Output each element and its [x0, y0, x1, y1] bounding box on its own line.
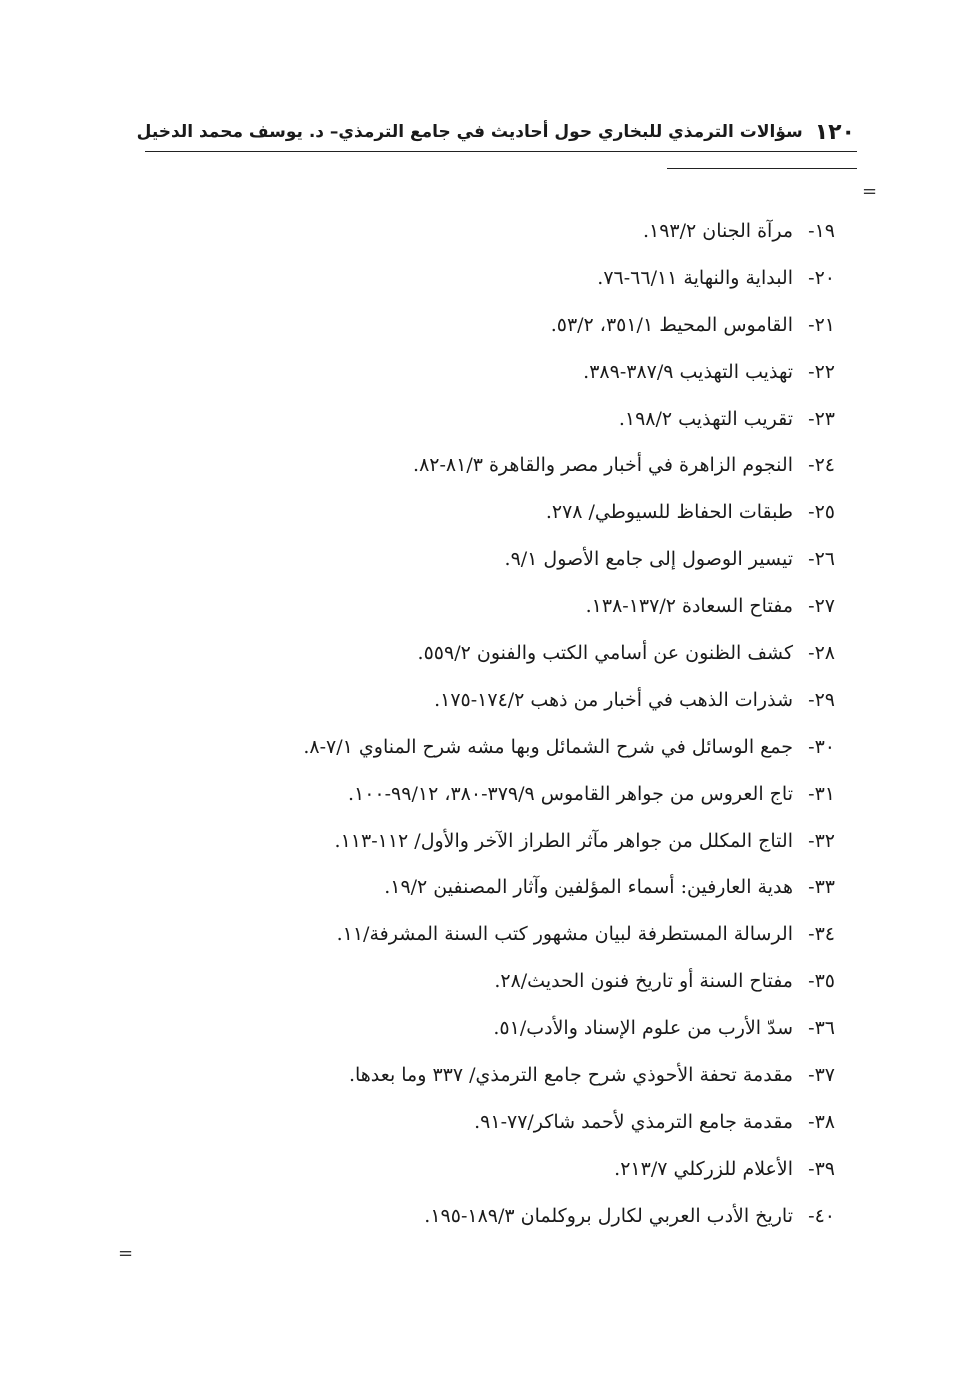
reference-number: ٣٩- [808, 1157, 835, 1180]
reference-number: ٣٥- [808, 970, 835, 993]
reference-item [195, 1052, 835, 1099]
reference-number: ١٩- [808, 220, 835, 242]
reference-text: النجوم الزاهرة في أخبار مصر والقاهرة ٨١/٣-٨٢. [413, 454, 793, 477]
reference-text: تاج العروس من جواهر القاموس ٣٧٩/٩-٣٨٠، ٩٩/١٢-١٠٠. [347, 782, 793, 805]
reference-text: جمع الوسائل في شرح الشمائل وبها مشه شرح المناوي ٧/١-٨. [303, 735, 793, 758]
reference-item [195, 536, 835, 583]
reference-item [195, 255, 835, 302]
reference-number: ٢٣- [808, 407, 835, 430]
reference-number: ٣٤- [808, 923, 835, 946]
reference-item [195, 818, 835, 865]
reference-text: تقريب التهذيب ١٩٨/٢. [618, 407, 793, 430]
reference-number: ٢٦- [808, 548, 835, 571]
reference-number: ٢١- [808, 313, 835, 336]
reference-text: طبقات الحفاظ للسيوطي/ ٢٧٨. [545, 501, 793, 524]
reference-text: الأعلام للزركلي ٢١٣/٧. [614, 1157, 793, 1180]
page-header [136, 112, 855, 152]
reference-text: البداية والنهاية ٦٦/١١-٧٦. [597, 266, 793, 289]
reference-number: ٤٠- [808, 1204, 835, 1227]
reference-number: ٣٣- [808, 876, 835, 899]
reference-item [195, 349, 835, 396]
reference-text: تيسير الوصول إلى جامع الأصول ٩/١. [504, 548, 793, 571]
page-number: ١٢٠ [814, 119, 855, 145]
running-title: سؤالات الترمذي للبخاري حول أحاديث في جامع الترمذي– د. يوسف محمد الدخيل [136, 122, 803, 142]
reference-text: تاريخ الأدب العربي لكارل بروكلمان ١٨٩/٣-١٩٥. [424, 1204, 793, 1227]
reference-number: ٣١- [808, 782, 835, 805]
reference-number: ٢٧- [808, 595, 835, 618]
reference-item [195, 958, 835, 1005]
reference-number: ٣٠- [808, 735, 835, 758]
reference-item [195, 302, 835, 349]
reference-item [195, 583, 835, 630]
reference-item [195, 1005, 835, 1052]
reference-item [195, 771, 835, 818]
reference-number: ٣٧- [808, 1064, 835, 1087]
reference-number: ٢٢- [808, 360, 835, 383]
header-rule [145, 151, 857, 152]
reference-number: ٢٤- [808, 454, 835, 477]
reference-item [195, 442, 835, 489]
reference-number: ٢٠- [808, 266, 835, 289]
continuation-mark-bottom: = [118, 1243, 134, 1264]
reference-text: القاموس المحيط ٣٥١/١، ٥٣/٢. [550, 313, 793, 336]
footnote-rule [667, 168, 857, 169]
reference-number: ٢٨- [808, 642, 835, 665]
reference-number: ٢٥- [808, 501, 835, 524]
reference-text: مفتاح السنة أو تاريخ فنون الحديث/٢٨. [494, 970, 793, 993]
reference-number: ٣٢- [808, 829, 835, 852]
reference-item [195, 864, 835, 911]
reference-text: مرآة الجنان ١٩٣/٢. [642, 220, 793, 242]
reference-list [195, 208, 835, 1240]
reference-number: ٣٦- [808, 1017, 835, 1040]
reference-item [195, 1193, 835, 1240]
reference-text: سدّ الأرب من علوم الإسناد والأدب/٥١. [493, 1017, 793, 1040]
reference-text: كشف الظنون عن أسامي الكتب والفنون ٥٥٩/٢. [417, 642, 793, 665]
reference-text: التاج المكلل من جواهر مآثر الطراز الآخر والأول/ ١١٢-١١٣. [334, 829, 793, 852]
reference-text: مفتاح السعادة ١٣٧/٢-١٣٨. [585, 595, 793, 618]
reference-item [195, 1099, 835, 1146]
reference-text: تهذيب التهذيب ٣٨٧/٩-٣٨٩. [583, 360, 793, 383]
reference-item [195, 1146, 835, 1193]
reference-text: مقدمة جامع الترمذي لأحمد شاكر/٧٧-٩١. [474, 1110, 793, 1133]
reference-number: ٢٩- [808, 688, 835, 711]
reference-text: شذرات الذهب في أخبار من ذهب ١٧٤/٢-١٧٥. [434, 688, 793, 711]
reference-item [195, 396, 835, 443]
reference-item [195, 489, 835, 536]
reference-text: هدية العارفين: أسماء المؤلفين وآثار المصنفين ١٩/٢. [384, 876, 793, 899]
reference-item [195, 208, 835, 255]
reference-text: الرسالة المستطرفة لبيان مشهور كتب السنة المشرفة/١١. [336, 923, 793, 946]
reference-item [195, 911, 835, 958]
reference-text: مقدمة تحفة الأحوذي شرح جامع الترمذي/ ٣٣٧ وما بعدها. [348, 1064, 793, 1087]
reference-item [195, 630, 835, 677]
reference-item [195, 677, 835, 724]
continuation-mark-top: = [862, 181, 878, 202]
reference-item [195, 724, 835, 771]
reference-number: ٣٨- [808, 1110, 835, 1133]
